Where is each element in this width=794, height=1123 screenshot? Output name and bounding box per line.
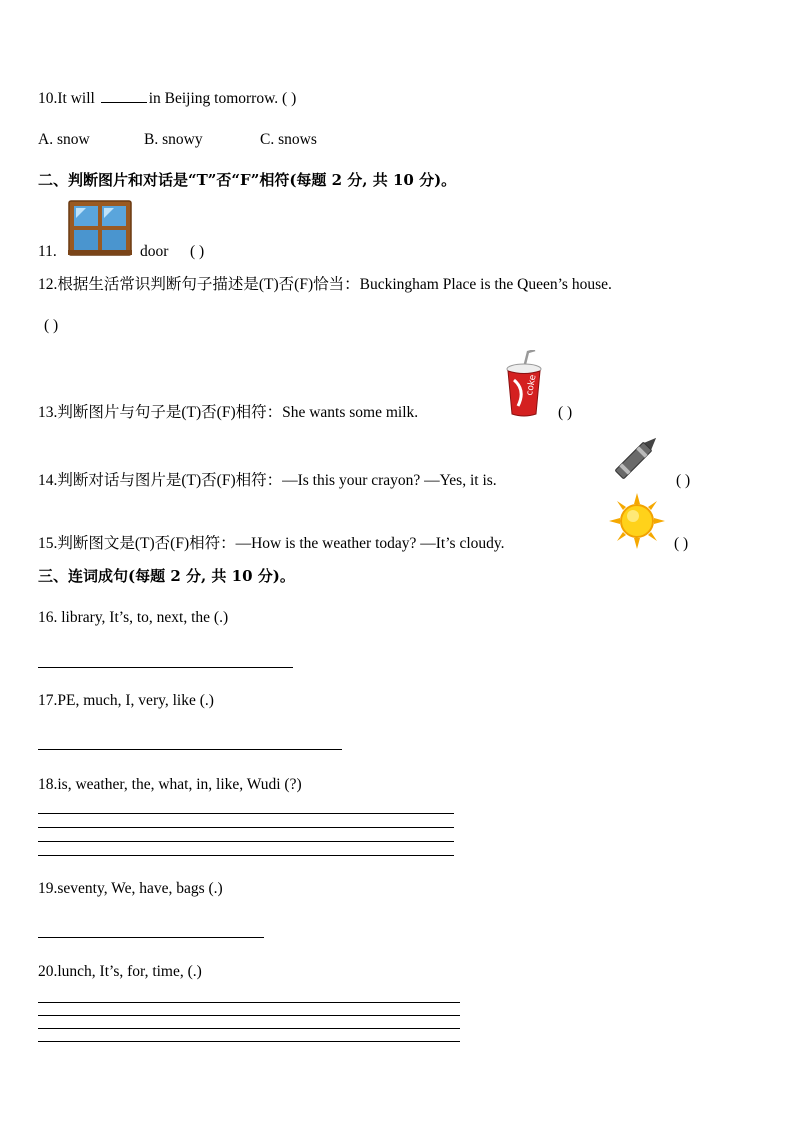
- question-20: 20.lunch, It’s, for, time, (.): [38, 963, 202, 980]
- answer-line[interactable]: [38, 1015, 460, 1016]
- question-11-number: 11.: [38, 243, 57, 260]
- answer-line[interactable]: [38, 1041, 460, 1042]
- question-13: 13.判断图片与句子是(T)否(F)相符：She wants some milk.: [38, 404, 419, 421]
- answer-line[interactable]: [38, 667, 293, 668]
- question-11-word: door: [140, 243, 169, 260]
- window-icon: [68, 200, 132, 256]
- answer-paren-14[interactable]: ( ): [676, 472, 691, 489]
- question-16: 16. library, It’s, to, next, the (.): [38, 609, 229, 626]
- sun-icon: [608, 492, 666, 550]
- answer-line[interactable]: [38, 855, 454, 856]
- answer-line[interactable]: [38, 827, 454, 828]
- question-15: 15.判断图文是(T)否(F)相符：—How is the weather today? —It’s cloudy.: [38, 535, 505, 552]
- question-10-stem-b: in Beijing tomorrow. ( ): [148, 90, 297, 107]
- question-10-stem-a: 10.It will: [38, 90, 99, 107]
- question-14: 14.判断对话与图片是(T)否(F)相符：—Is this your crayon? —Yes, it is.: [38, 472, 497, 489]
- question-17: 17.PE, much, I, very, like (.): [38, 692, 214, 709]
- section-3-title: 三、连词成句(每题 2 分, 共 10 分)。: [38, 567, 295, 585]
- answer-paren-15[interactable]: ( ): [674, 535, 689, 552]
- question-12: 12.根据生活常识判断句子描述是(T)否(F)恰当：Buckingham Place is the Queen’s house.: [38, 276, 612, 293]
- answer-line[interactable]: [38, 813, 454, 814]
- cup-label: coke: [525, 374, 539, 397]
- answer-line[interactable]: [38, 1028, 460, 1029]
- answer-paren-12[interactable]: ( ): [44, 317, 59, 334]
- question-10: [38, 88, 296, 109]
- answer-line[interactable]: [38, 1002, 460, 1003]
- answer-line[interactable]: [38, 841, 454, 842]
- crayon-icon: [608, 428, 666, 486]
- question-18: 18.is, weather, the, what, in, like, Wudi (?): [38, 776, 302, 793]
- answer-paren-11[interactable]: ( ): [190, 243, 205, 260]
- answer-blank[interactable]: [101, 88, 147, 103]
- option-b: B. snowy: [144, 131, 203, 148]
- answer-paren-13[interactable]: ( ): [558, 404, 573, 421]
- answer-line[interactable]: [38, 937, 264, 938]
- option-c: C. snows: [260, 131, 317, 148]
- question-10-options: [38, 130, 317, 150]
- option-a: A. snow: [38, 131, 90, 148]
- answer-line[interactable]: [38, 749, 342, 750]
- question-19: 19.seventy, We, have, bags (.): [38, 880, 223, 897]
- section-2-title: 二、判断图片和对话是“T”否“F”相符(每题 2 分, 共 10 分)。: [38, 171, 457, 189]
- cola-cup-icon: [502, 350, 546, 418]
